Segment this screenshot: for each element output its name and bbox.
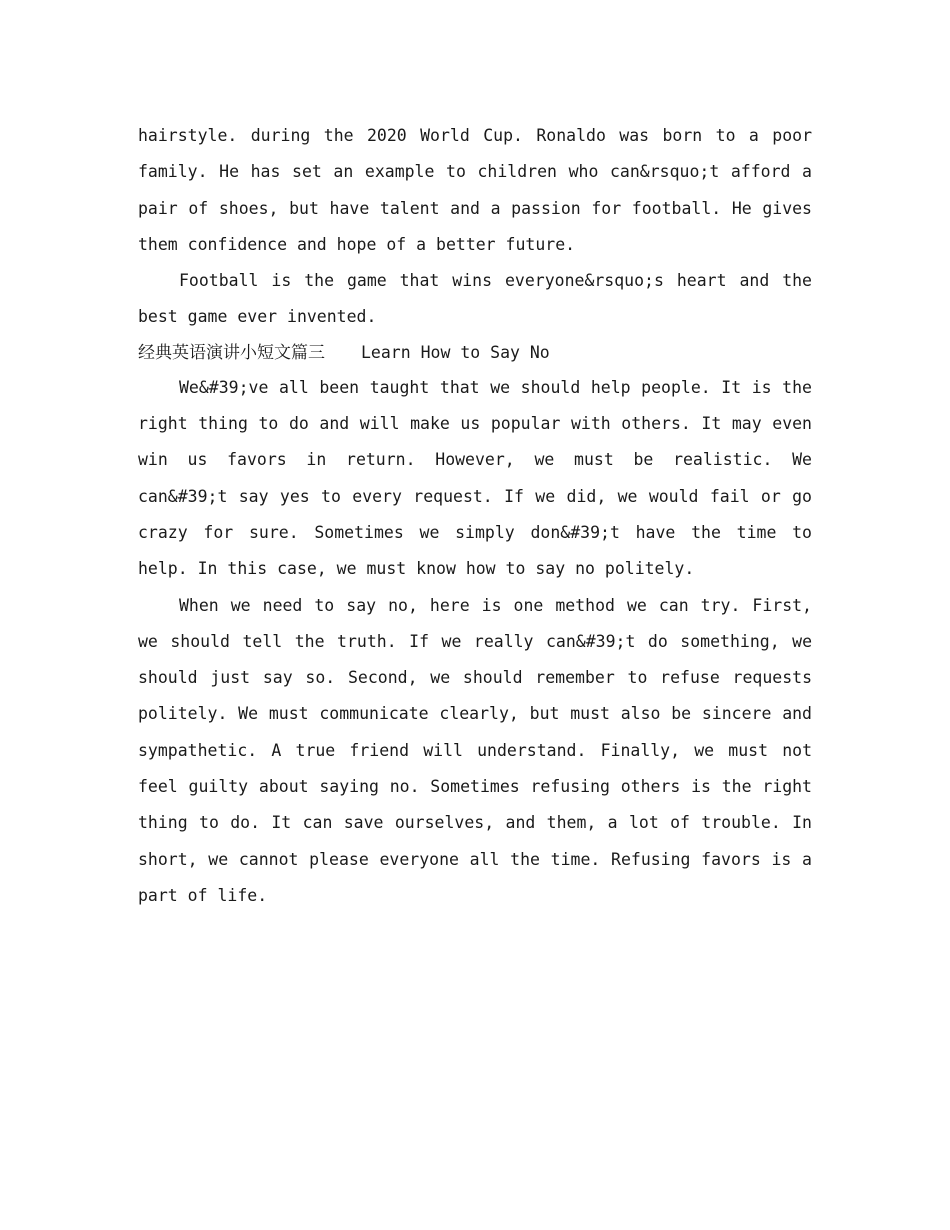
paragraph-ronaldo-continued: hairstyle. during the 2020 World Cup. Ronaldo was born to a poor family. He has set an example to children who can&rsquo;t afford a pair of shoes, but have talent and a passion for football. He gives them confidence and hope of a better future. bbox=[138, 126, 812, 254]
section-heading-english: Learn How to Say No bbox=[361, 342, 550, 362]
paragraph-football-conclusion: Football is the game that wins everyone&rsquo;s heart and the best game ever invented. bbox=[138, 271, 812, 327]
document-body bbox=[138, 118, 812, 914]
paragraph-say-no-method: When we need to say no, here is one method we can try. First, we should tell the truth. If we really can&#39;t do something, we should just say so. Second, we should remember to refuse requests politely. We must communicate clearly, but must also be sincere and sympathetic. A true friend will understand. Finally, we must not feel guilty about saying no. Sometimes refusing others is the right thing to do. It can save ourselves, and them, a lot of trouble. In short, we cannot please everyone all the time. Refusing favors is a part of life. bbox=[138, 595, 812, 905]
section-heading-chinese: 经典英语演讲小短文篇三 bbox=[138, 342, 325, 363]
section-heading bbox=[138, 336, 812, 370]
paragraph-say-no-intro: We&#39;ve all been taught that we should help people. It is the right thing to do and will make us popular with others. It may even win us favors in return. However, we must be realistic. We can&#39;t say yes to every request. If we did, we would fail or go crazy for sure. Sometimes we simply don&#39;t have the time to help. In this case, we must know how to say no politely. bbox=[138, 377, 812, 579]
